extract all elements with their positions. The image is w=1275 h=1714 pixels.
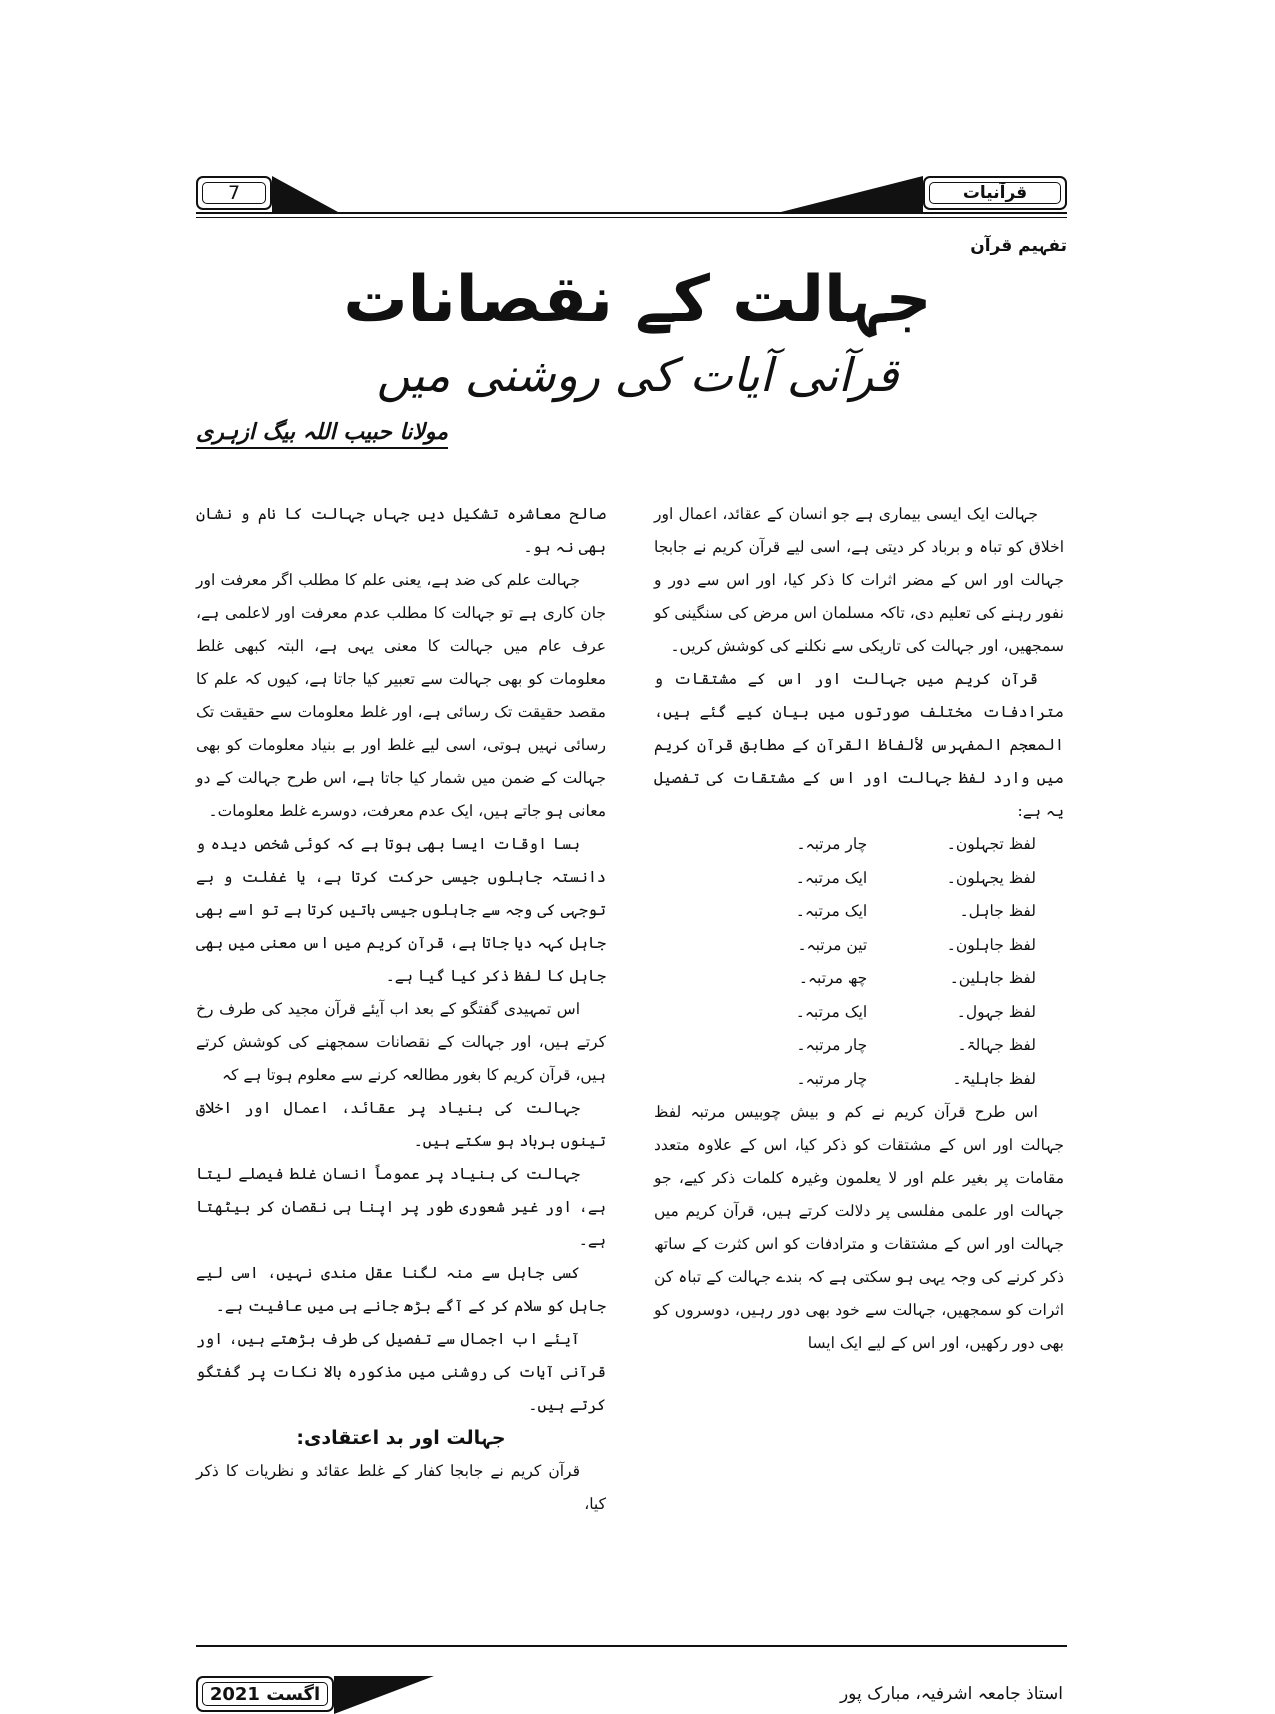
author-name: مولانا حبیب اللہ بیگ ازہری [196, 420, 448, 449]
list-item: لفظ یجہلون۔ ایک مرتبہ۔ [795, 868, 1036, 887]
list-item: لفظ جاہل۔ ایک مرتبہ۔ [795, 902, 1036, 920]
section-name-box [923, 176, 1067, 210]
section-name: قرآنیات [962, 183, 1028, 203]
left-column [196, 498, 606, 1646]
header-rule-bottom [196, 217, 1067, 218]
issue-box [196, 1676, 334, 1712]
paragraph: کسی جاہل سے منہ لگنا عقل مندی نہیں، اسی لیے جاہل کو سلام کر کے آگے بڑھ جانے ہی میں عافیت ہے۔ [196, 1264, 606, 1315]
paragraph: قرآن کریم میں جہالت اور اس کے مشتقات و مترادفات مختلف صورتوں میں بیان کیے گئے ہیں، المعجم المفہرس لألفاظ القرآن کے مطابق قرآن کریم میں وارد لفظ جہالت اور اس کے مشتقات کی تفصیل یہ ہے: [654, 670, 1064, 820]
list-item: لفظ جاہلیۃ۔ چار مرتبہ۔ [796, 1069, 1036, 1088]
paragraph: اس تمہیدی گفتگو کے بعد اب آیئے قرآن مجید کی طرف رخ کرتے ہیں، اور جہالت کے نقصانات سمجھنے کی کوشش کرتے ہیں، قرآن کریم کا بغور مطالعہ کرنے سے معلوم ہوتا ہے کہ [196, 1000, 606, 1084]
paragraph: بسا اوقات ایسا بھی ہوتا ہے کہ کوئی شخص دیدہ و دانستہ جاہلوں جیسی حرکت کرتا ہے، یا غفلت و بے توجہی کی وجہ سے جاہلوں جیسی باتیں کرتا ہے تو اسے بھی جاہل کہہ دیا جاتا ہے، قرآن کریم میں اس معنی میں بھی جاہل کا لفظ ذکر کیا گیا ہے۔ [196, 835, 606, 985]
article-title: جہالت کے نقصانات [343, 263, 932, 337]
list-item: لفظ جہول۔ ایک مرتبہ۔ [795, 1002, 1036, 1021]
right-column [654, 498, 1064, 1646]
list-item: لفظ جاہلین۔ چھ مرتبہ۔ [798, 969, 1036, 987]
paragraph: اس طرح قرآن کریم نے کم و بیش چوبیس مرتبہ لفظ جہالت اور اس کے مشتقات کو ذکر کیا، اس کے علاوہ متعدد مقامات پر بغیر علم اور لا یعلمون وغیرہ کلمات ذکر کیے، جو جہالت اور علمی مفلسی پر دلالت کرتے ہیں، قرآن کریم میں جہالت اور اس کے مشتقات و مترادفات کو اس کثرت کے ساتھ ذکر کرنے کی وجہ یہی ہو سکتی ہے کہ بندے جہالت کے تباہ کن اثرات کو سمجھیں، جہالت سے خود بھی دور رہیں، دوسروں کو بھی دور رکھیں، اور اس کے لیے ایک ایسا [654, 1103, 1064, 1352]
topic-label: تفہیم قرآن [970, 236, 1067, 256]
header-wedge-left [272, 176, 338, 212]
paragraph: آیئے اب اجمال سے تفصیل کی طرف بڑھتے ہیں، اور قرآنی آیات کی روشنی میں مذکورہ بالا نکات پر گفتگو کرتے ہیں۔ [196, 1330, 606, 1414]
page-number: 7 [227, 182, 241, 204]
header-rule-top [196, 212, 1067, 214]
list-item: لفظ جاہلون۔ تین مرتبہ۔ [797, 935, 1036, 954]
issue-date: اگست 2021 [209, 1683, 321, 1705]
page-number-box [196, 176, 272, 210]
footer-wedge [334, 1676, 434, 1714]
paragraph: قرآن کریم نے جابجا کفار کے غلط عقائد و نظریات کا ذکر کیا، [196, 1462, 606, 1513]
author-institution: استاذ جامعہ اشرفیہ، مبارک پور [839, 1684, 1063, 1704]
paragraph: جہالت کی بنیاد پر عموماً انسان غلط فیصلے لیتا ہے، اور غیر شعوری طور پر اپنا ہی نقصان کر بیٹھتا ہے۔ [196, 1165, 606, 1249]
word-count-list [654, 828, 1064, 1096]
footer-rule [196, 1645, 1067, 1647]
header-wedge-right [781, 176, 923, 212]
list-item: لفظ تجہلون۔ چار مرتبہ۔ [796, 835, 1036, 853]
section-heading: جہالت اور بد اعتقادی: [296, 1427, 506, 1449]
article-subtitle: قرآنی آیات کی روشنی میں [376, 348, 899, 402]
paragraph: جہالت کی بنیاد پر عقائد، اعمال اور اخلاق تینوں برباد ہو سکتے ہیں۔ [196, 1099, 606, 1150]
paragraph: جہالت ایک ایسی بیماری ہے جو انسان کے عقائد، اعمال اور اخلاق کو تباہ و برباد کر دیتی ہے، اسی لیے قرآن کریم نے جابجا جہالت اور اس کے مضر اثرات کا ذکر کیا، اور اس سے دور و نفور رہنے کی تعلیم دی، تاکہ مسلمان اس مرض کی سنگینی کو سمجھیں، اور جہالت کی تاریکی سے نکلنے کی کوشش کریں۔ [654, 505, 1064, 655]
paragraph: صالح معاشرہ تشکیل دیں جہاں جہالت کا نام و نشان بھی نہ ہو۔ [196, 505, 606, 556]
paragraph: جہالت علم کی ضد ہے، یعنی علم کا مطلب اگر معرفت اور جان کاری ہے تو جہالت کا مطلب عدم معرفت اور لاعلمی ہے، عرف عام میں جہالت کا معنی یہی ہے، البتہ کبھی غلط معلومات کو بھی جہالت سے تعبیر کیا جاتا ہے، کیوں کہ علم کا مقصد حقیقت تک رسائی ہے، اور غلط معلومات سے حقیقت تک رسائی نہیں ہوتی، اسی لیے غلط اور بے بنیاد معلومات کو بھی جہالت کے ضمن میں شمار کیا جاتا ہے، اس طرح جہالت کے دو معانی ہو جاتے ہیں، ایک عدم معرفت، دوسرے غلط معلومات۔ [196, 571, 606, 820]
list-item: لفظ جہالۃ۔ چار مرتبہ۔ [796, 1036, 1036, 1054]
